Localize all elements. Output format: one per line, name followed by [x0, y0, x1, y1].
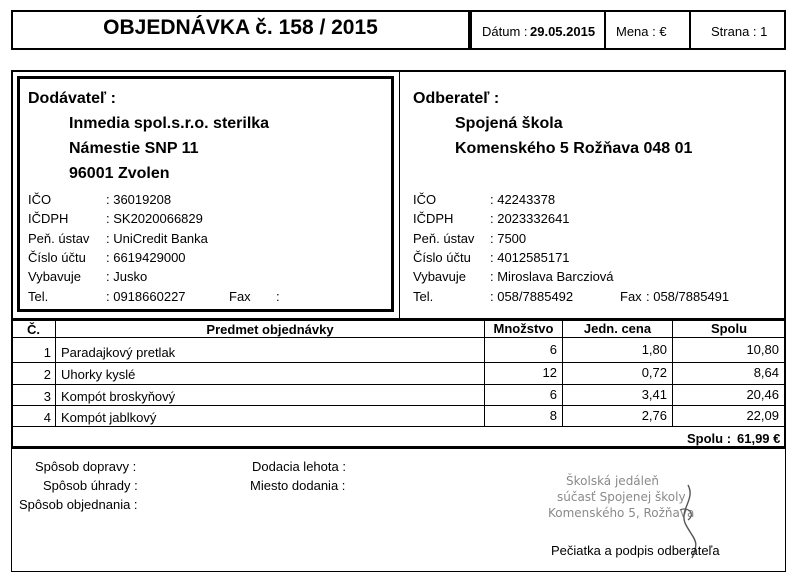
- col-header-item: Predmet objednávky: [206, 322, 334, 337]
- supplier-fax-value: :: [276, 289, 280, 304]
- customer-address: Komenského 5 Rožňava 048 01: [455, 140, 693, 157]
- row-total: 20,46: [746, 387, 779, 402]
- row-item: Kompót broskyňový: [61, 389, 176, 404]
- date-label: Dátum :: [482, 24, 528, 39]
- row-total: 8,64: [753, 365, 779, 380]
- sum-value: 61,99 €: [737, 431, 781, 446]
- row-item: Uhorky kyslé: [61, 367, 136, 382]
- supplier-account-value: : 6619429000: [106, 250, 186, 265]
- row-unit: 0,72: [641, 365, 667, 380]
- row-num: 2: [43, 367, 51, 382]
- customer-tel-label: Tel.: [413, 289, 434, 304]
- table-row-divider: [12, 337, 785, 338]
- col-header-unit: Jedn. cena: [583, 321, 652, 336]
- supplier-ico-label: IČO: [28, 192, 52, 207]
- col-header-total: Spolu: [710, 321, 748, 336]
- payment-label: Spôsob úhrady :: [43, 478, 138, 493]
- customer-ico-label: IČO: [413, 192, 437, 207]
- customer-account-value: : 4012585171: [490, 250, 570, 265]
- date-value: 29.05.2015: [530, 24, 596, 39]
- row-qty: 6: [549, 342, 557, 357]
- page-number: Strana : 1: [711, 24, 768, 39]
- col-header-num: Č.: [27, 322, 40, 337]
- supplier-bank-label: Peň. ústav: [28, 231, 90, 246]
- customer-icdph-label: IČDPH: [413, 211, 454, 226]
- row-unit: 3,41: [641, 387, 667, 402]
- supplier-heading: Dodávateľ :: [28, 90, 116, 107]
- row-item: Paradajkový pretlak: [61, 345, 176, 360]
- row-item: Kompót jablkový: [61, 410, 157, 425]
- row-total: 22,09: [746, 408, 779, 423]
- table-row-divider: [12, 405, 785, 406]
- header-divider: [604, 10, 606, 50]
- customer-name: Spojená škola: [455, 115, 563, 132]
- supplier-bank-value: : UniCredit Banka: [106, 231, 208, 246]
- customer-fax-label: Fax: [620, 289, 642, 304]
- row-total: 10,80: [746, 342, 779, 357]
- customer-bank-value: : 7500: [490, 231, 527, 246]
- customer-heading: Odberateľ :: [413, 90, 500, 107]
- row-unit: 2,76: [641, 408, 667, 423]
- customer-ico-value: : 42243378: [490, 192, 556, 207]
- supplier-icdph-value: : SK2020066829: [106, 211, 203, 226]
- stamp-line: Komenského 5, Rožňava: [548, 506, 695, 520]
- delivery-place-label: Miesto dodania :: [250, 478, 346, 493]
- supplier-account-label: Číslo účtu: [28, 250, 86, 265]
- customer-tel-value: : 058/7885492: [490, 289, 574, 304]
- customer-contact-label: Vybavuje: [413, 269, 466, 284]
- currency-label: Mena : €: [616, 24, 667, 39]
- row-num: 3: [43, 389, 51, 404]
- page-title: OBJEDNÁVKA č. 158 / 2015: [103, 16, 378, 39]
- customer-contact-value: : Miroslava Barcziová: [490, 269, 614, 284]
- customer-fax-value: : 058/7885491: [646, 289, 730, 304]
- transport-label: Spôsob dopravy :: [35, 459, 137, 474]
- stamp-line: Školská jedáleň: [566, 474, 659, 488]
- row-num: 1: [43, 345, 51, 360]
- supplier-contact-value: : Jusko: [106, 269, 148, 284]
- col-header-qty: Množstvo: [493, 321, 554, 336]
- customer-account-label: Číslo účtu: [413, 250, 471, 265]
- order-method-label: Spôsob objednania :: [19, 497, 138, 512]
- supplier-name: Inmedia spol.s.r.o. sterilka: [69, 115, 270, 132]
- customer-icdph-value: : 2023332641: [490, 211, 570, 226]
- row-qty: 12: [542, 365, 557, 380]
- header-divider: [689, 10, 691, 50]
- row-unit: 1,80: [641, 342, 667, 357]
- row-qty: 6: [549, 387, 557, 402]
- supplier-street: Námestie SNP 11: [69, 140, 199, 157]
- supplier-tel-label: Tel.: [28, 289, 49, 304]
- supplier-ico-value: : 36019208: [106, 192, 172, 207]
- supplier-icdph-label: IČDPH: [28, 211, 69, 226]
- stamp-line: súčasť Spojenej školy: [557, 490, 686, 504]
- row-qty: 8: [549, 408, 557, 423]
- signature-label: Pečiatka a podpis odberateľa: [551, 543, 720, 558]
- row-num: 4: [43, 410, 51, 425]
- table-row-divider: [12, 362, 785, 363]
- supplier-tel-value: : 0918660227: [106, 289, 186, 304]
- table-row-divider: [12, 426, 785, 427]
- delivery-time-label: Dodacia lehota :: [252, 459, 346, 474]
- customer-bank-label: Peň. ústav: [413, 231, 475, 246]
- supplier-fax-label: Fax: [229, 289, 251, 304]
- table-row-divider: [12, 384, 785, 385]
- supplier-contact-label: Vybavuje: [28, 269, 81, 284]
- parties-divider: [399, 70, 400, 320]
- supplier-city: 96001 Zvolen: [69, 165, 170, 182]
- sum-label: Spolu :: [687, 431, 732, 446]
